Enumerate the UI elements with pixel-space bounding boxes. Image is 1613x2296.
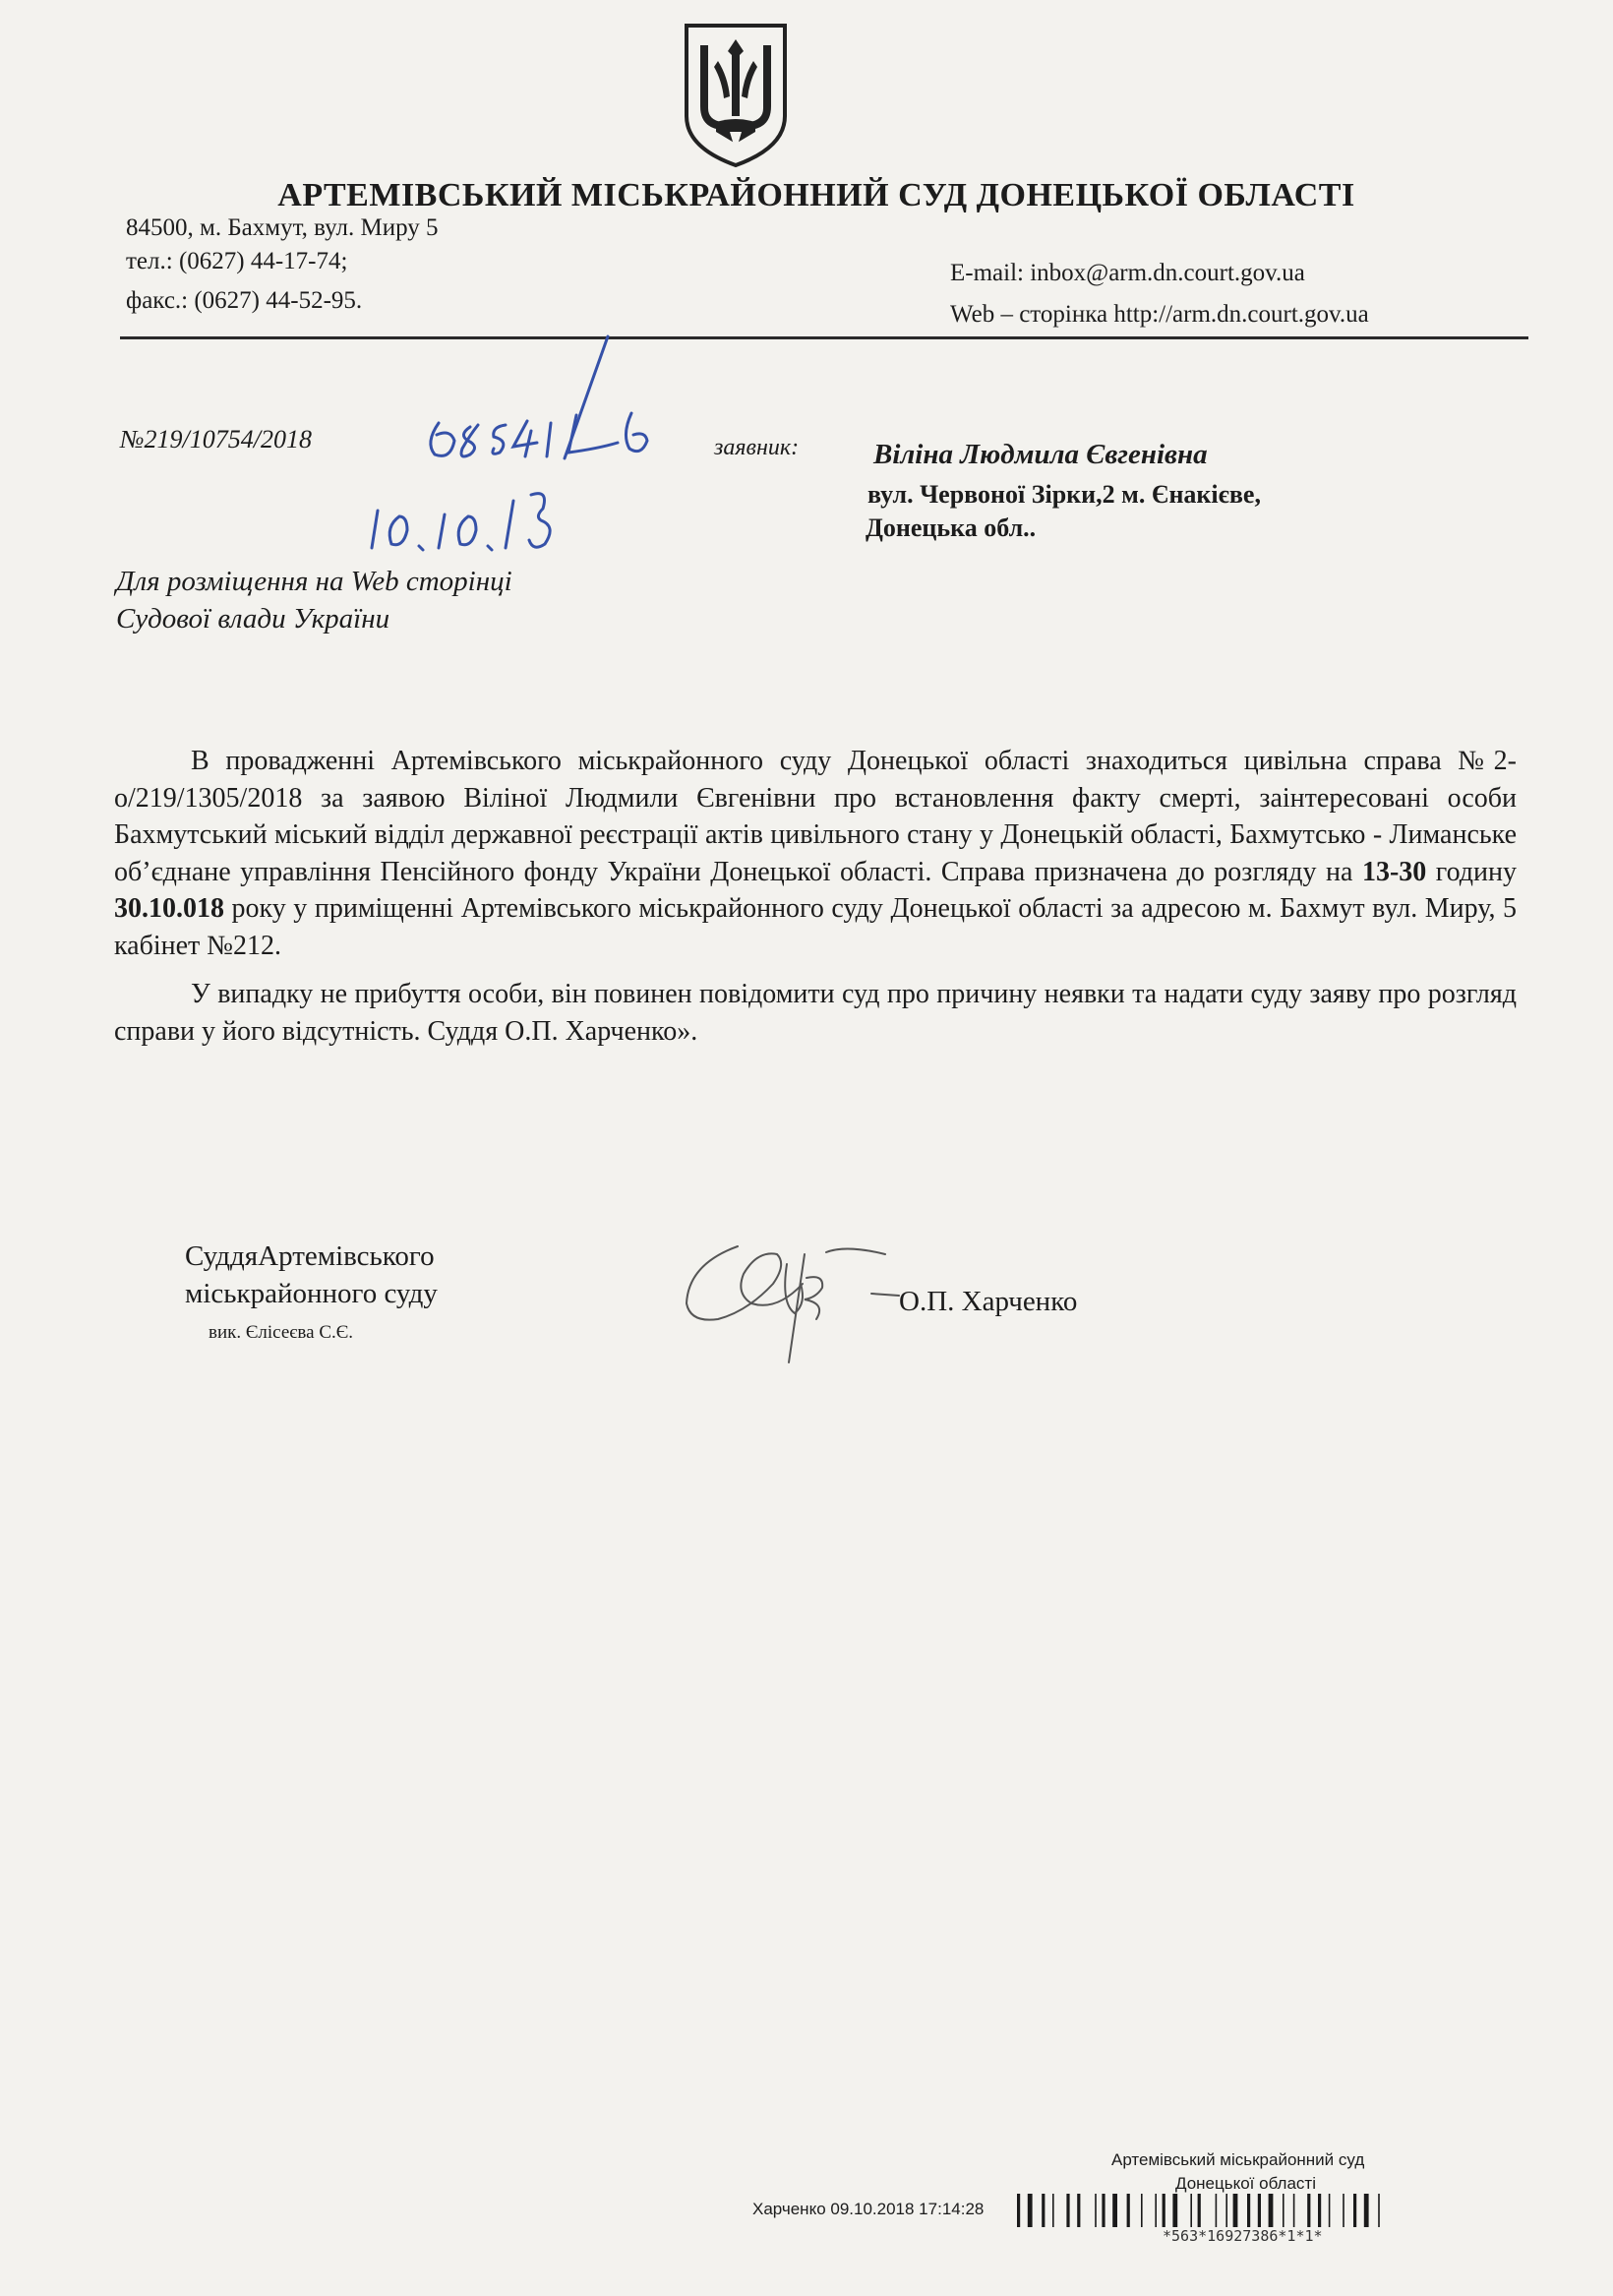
barcode-bar xyxy=(1343,2194,1344,2227)
barcode-bar xyxy=(1163,2194,1165,2227)
barcode-bar xyxy=(1127,2194,1130,2227)
barcode-bar xyxy=(1233,2194,1238,2227)
web-note-line: Для розміщення на Web сторінці xyxy=(116,566,512,597)
applicant-name: Віліна Людмила Євгенівна xyxy=(873,439,1208,470)
barcode-bar xyxy=(1283,2194,1284,2227)
applicant-region: Донецька обл.. xyxy=(866,514,1037,542)
executor-note: вик. Єлісеєва С.Є. xyxy=(209,1322,354,1343)
barcode-bar xyxy=(1293,2194,1295,2227)
barcode-bar xyxy=(1017,2194,1020,2227)
notice-paragraph: В провадженні Артемівського міськрайонного суду Донецької області знаходиться цивільна справа №2-о/219/1305/2018 за заявою Віліної Людмили Євгенівни про встановлення факту смерті, заінтересовані особи Бахмутський міський відділ державної реєстрації актів цивільного стану у Донецькій області, Бахмутсько - Лиманське об’єднане управління Пенсійного фонду України Донецької області. Справа призначена до розгляду на 13-30 годину 30.10.018 року у приміщенні Артемівського міськрайонного суду Донецької області за адресою м. Бахмут вул. Миру, 5 кабінет №212. xyxy=(114,746,1517,961)
barcode-bar xyxy=(1364,2194,1369,2227)
barcode-bar xyxy=(1258,2194,1261,2227)
barcode-bar xyxy=(1172,2194,1177,2227)
court-fax: факс.: (0627) 44-52-95. xyxy=(126,287,363,314)
handwritten-signature xyxy=(679,1225,905,1372)
barcode-bar xyxy=(1042,2194,1045,2227)
notice-body xyxy=(114,743,1517,1061)
case-number: №219/10754/2018 xyxy=(120,425,312,453)
barcode-bar xyxy=(1318,2194,1321,2227)
barcode-bar xyxy=(1052,2194,1054,2227)
barcode-bar xyxy=(1378,2194,1380,2227)
web-note-line: Судової влади України xyxy=(116,603,390,634)
barcode-bar xyxy=(1077,2194,1080,2227)
barcode-bar xyxy=(1141,2194,1143,2227)
stamp-court: Артемівський міськрайонний суд xyxy=(1111,2150,1365,2169)
barcode-bar xyxy=(1225,2194,1227,2227)
barcode-bar xyxy=(1102,2194,1105,2227)
barcode-bar xyxy=(1329,2194,1331,2227)
handwritten-registration-number xyxy=(411,332,687,480)
stamp-region: Донецької області xyxy=(1175,2174,1316,2193)
hearing-date: 30.10.018 xyxy=(114,893,224,924)
barcode-bar xyxy=(1216,2194,1218,2227)
header-divider xyxy=(120,336,1528,339)
barcode-bar xyxy=(1247,2194,1250,2227)
stamp-user-time: Харченко 09.10.2018 17:14:28 xyxy=(752,2200,985,2218)
barcode-bar xyxy=(1028,2194,1033,2227)
barcode-bar xyxy=(1112,2194,1117,2227)
barcode-bar xyxy=(1066,2194,1069,2227)
web-publication-note xyxy=(116,563,512,637)
court-phone: тел.: (0627) 44-17-74; xyxy=(126,248,348,274)
barcode-bar xyxy=(1307,2194,1310,2227)
applicant-street: вул. Червоної Зірки,2 м. Єнакієве, xyxy=(867,480,1261,509)
trident-coat-of-arms-icon xyxy=(679,22,793,169)
court-email: E-mail: inbox@arm.dn.court.gov.ua xyxy=(950,260,1305,286)
judge-position: СуддяАртемівського міськрайонного суду xyxy=(185,1240,438,1309)
barcode-bar xyxy=(1269,2194,1274,2227)
notice-paragraph: У випадку не прибуття особи, він повинен повідомити суд про причину неявки та надати суду заяву про розгляд справи у його відсутність. Суддя О.П. Харченко». xyxy=(114,979,1517,1047)
barcode-bar xyxy=(1198,2194,1201,2227)
handwritten-date xyxy=(364,487,590,556)
barcode-bar xyxy=(1155,2194,1157,2227)
hearing-time: 13-30 xyxy=(1361,856,1427,887)
barcode-number: *563*16927386*1*1* xyxy=(1163,2227,1323,2245)
court-website: Web – сторінка http://arm.dn.court.gov.ua xyxy=(950,301,1369,328)
barcode-bar xyxy=(1353,2194,1356,2227)
court-address: 84500, м. Бахмут, вул. Миру 5 xyxy=(126,214,439,241)
barcode-bar xyxy=(1190,2194,1192,2227)
barcode-bar xyxy=(1095,2194,1097,2227)
applicant-label: заявник: xyxy=(714,435,800,460)
court-name: АРТЕМІВСЬКИЙ МІСЬКРАЙОННИЙ СУД ДОНЕЦЬКОЇ ОБЛАСТІ xyxy=(277,177,1355,213)
judge-name: О.П. Харченко xyxy=(899,1286,1078,1317)
